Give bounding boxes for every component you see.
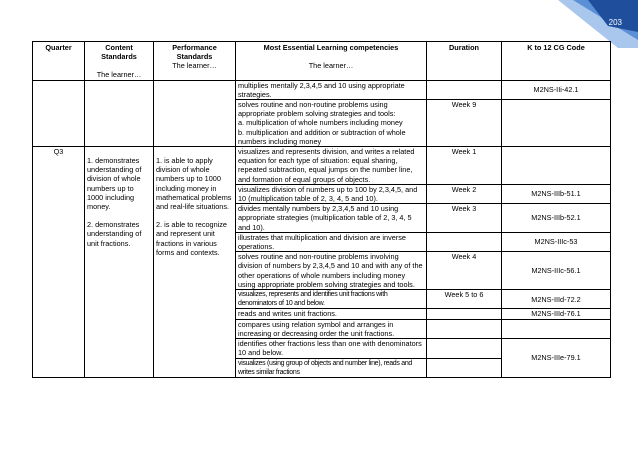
competency-cell: visualizes (using group of objects and number line), reads and writes similar fractions — [236, 358, 427, 377]
competency-cell: compares using relation symbol and arranges in increasing or decreasing order the unit fractions. — [236, 319, 427, 338]
duration-cell — [427, 358, 502, 377]
duration-cell — [427, 309, 502, 319]
code-cell: M2NS-IIIc-53 — [502, 232, 611, 251]
code-cell — [502, 147, 611, 185]
competency-cell: divides mentally numbers by 2,3,4,5 and 10 using appropriate strategies (multiplication table of 2, 3, 4, 5 and 10). — [236, 204, 427, 233]
code-cell: M2NS-IIIb-51.1 — [502, 184, 611, 203]
header-performance-line2: Standards — [176, 52, 213, 62]
performance-standard-1: 1. is able to apply division of whole numbers up to 1000 including money in mathematical problems and real-life situations. — [156, 156, 232, 212]
code-cell — [502, 319, 611, 338]
competency-cell: identifies other fractions less than one with denominators 10 and below. — [236, 339, 427, 358]
content-standard-1: 1. demonstrates understanding of division of whole numbers up to 1000 including money. — [87, 156, 142, 212]
duration-cell: Week 2 — [427, 184, 502, 203]
duration-cell: Week 9 — [427, 100, 502, 147]
header-content-standards — [85, 42, 154, 81]
content-standard-2: 2. demonstrates understanding of unit fractions. — [87, 220, 142, 248]
duration-cell — [427, 319, 502, 338]
competency-cell: multiplies mentally 2,3,4,5 and 10 using appropriate strategies. — [236, 80, 427, 99]
code-cell: M2NS-IIIe-79.1 — [502, 339, 611, 378]
competency-cell: illustrates that multiplication and division are inverse operations. — [236, 232, 427, 251]
header-quarter: Quarter — [33, 42, 85, 81]
code-cell: M2NS-IIId-76.1 — [502, 309, 611, 319]
curriculum-table — [32, 41, 611, 378]
header-code: K to 12 CG Code — [502, 42, 611, 81]
code-cell: M2NS-IIi-42.1 — [502, 80, 611, 99]
code-cell: M2NS-IIIb-52.1 — [502, 204, 611, 233]
duration-cell — [427, 232, 502, 251]
performance-standards-cell — [154, 147, 236, 378]
competency-cell: solves routine and non-routine problems involving division of numbers by 2,3,4,5 and 10 and with any of the other operations of whole numbers including money using appropriate problem solving strategies and tools. — [236, 252, 427, 290]
competency-line: b. multiplication and addition or subtraction of whole numbers including money — [238, 127, 406, 146]
code-cell — [502, 100, 611, 147]
competency-cell: visualizes division of numbers up to 100 by 2,3,4,5, and 10 (multiplication table of 2, 3, 4, 5 and 10). — [236, 184, 427, 203]
header-duration: Duration — [427, 42, 502, 81]
competency-line: solves routine and non-routine problems using appropriate problem solving strategies and tools: — [238, 100, 396, 119]
header-row — [33, 42, 611, 81]
code-cell: M2NS-IIIc-56.1 — [502, 252, 611, 290]
competency-cell — [236, 100, 427, 147]
header-competencies-label: Most Essential Learning competencies — [263, 43, 399, 52]
header-performance-standards — [154, 42, 236, 81]
header-content-label: Content Standards — [101, 43, 137, 62]
quarter-cell: Q3 — [33, 147, 85, 378]
performance-standard-2: 2. is able to recognize and represent unit fractions in various forms and contexts. — [156, 220, 227, 257]
content-standards-cell — [85, 147, 154, 378]
duration-cell: Week 4 — [427, 252, 502, 290]
competency-cell: reads and writes unit fractions. — [236, 309, 427, 319]
competency-cell: visualizes and represents division, and writes a related equation for each type of situation: equal sharing, repeated subtraction, equal jumps on the number line, and formation of equal groups of objects. — [236, 147, 427, 185]
duration-cell — [427, 80, 502, 99]
table-row — [33, 80, 611, 99]
subheader-content: The learner… — [96, 70, 142, 80]
code-cell: M2NS-IIId-72.2 — [502, 290, 611, 309]
header-performance-line1: Performance — [172, 43, 217, 52]
table-row — [33, 147, 611, 185]
duration-cell: Week 1 — [427, 147, 502, 185]
competency-line: a. multiplication of whole numbers including money — [238, 118, 403, 128]
duration-cell: Week 3 — [427, 204, 502, 233]
subheader-competencies: The learner… — [308, 61, 354, 71]
duration-cell — [427, 339, 502, 358]
competency-cell: visualizes, represents and identifies unit fractions with denominators of 10 and below. — [236, 290, 427, 309]
header-competencies — [236, 42, 427, 81]
subheader-performance: The learner… — [172, 61, 217, 71]
duration-cell: Week 5 to 6 — [427, 290, 502, 309]
page-number: 203 — [608, 18, 622, 27]
